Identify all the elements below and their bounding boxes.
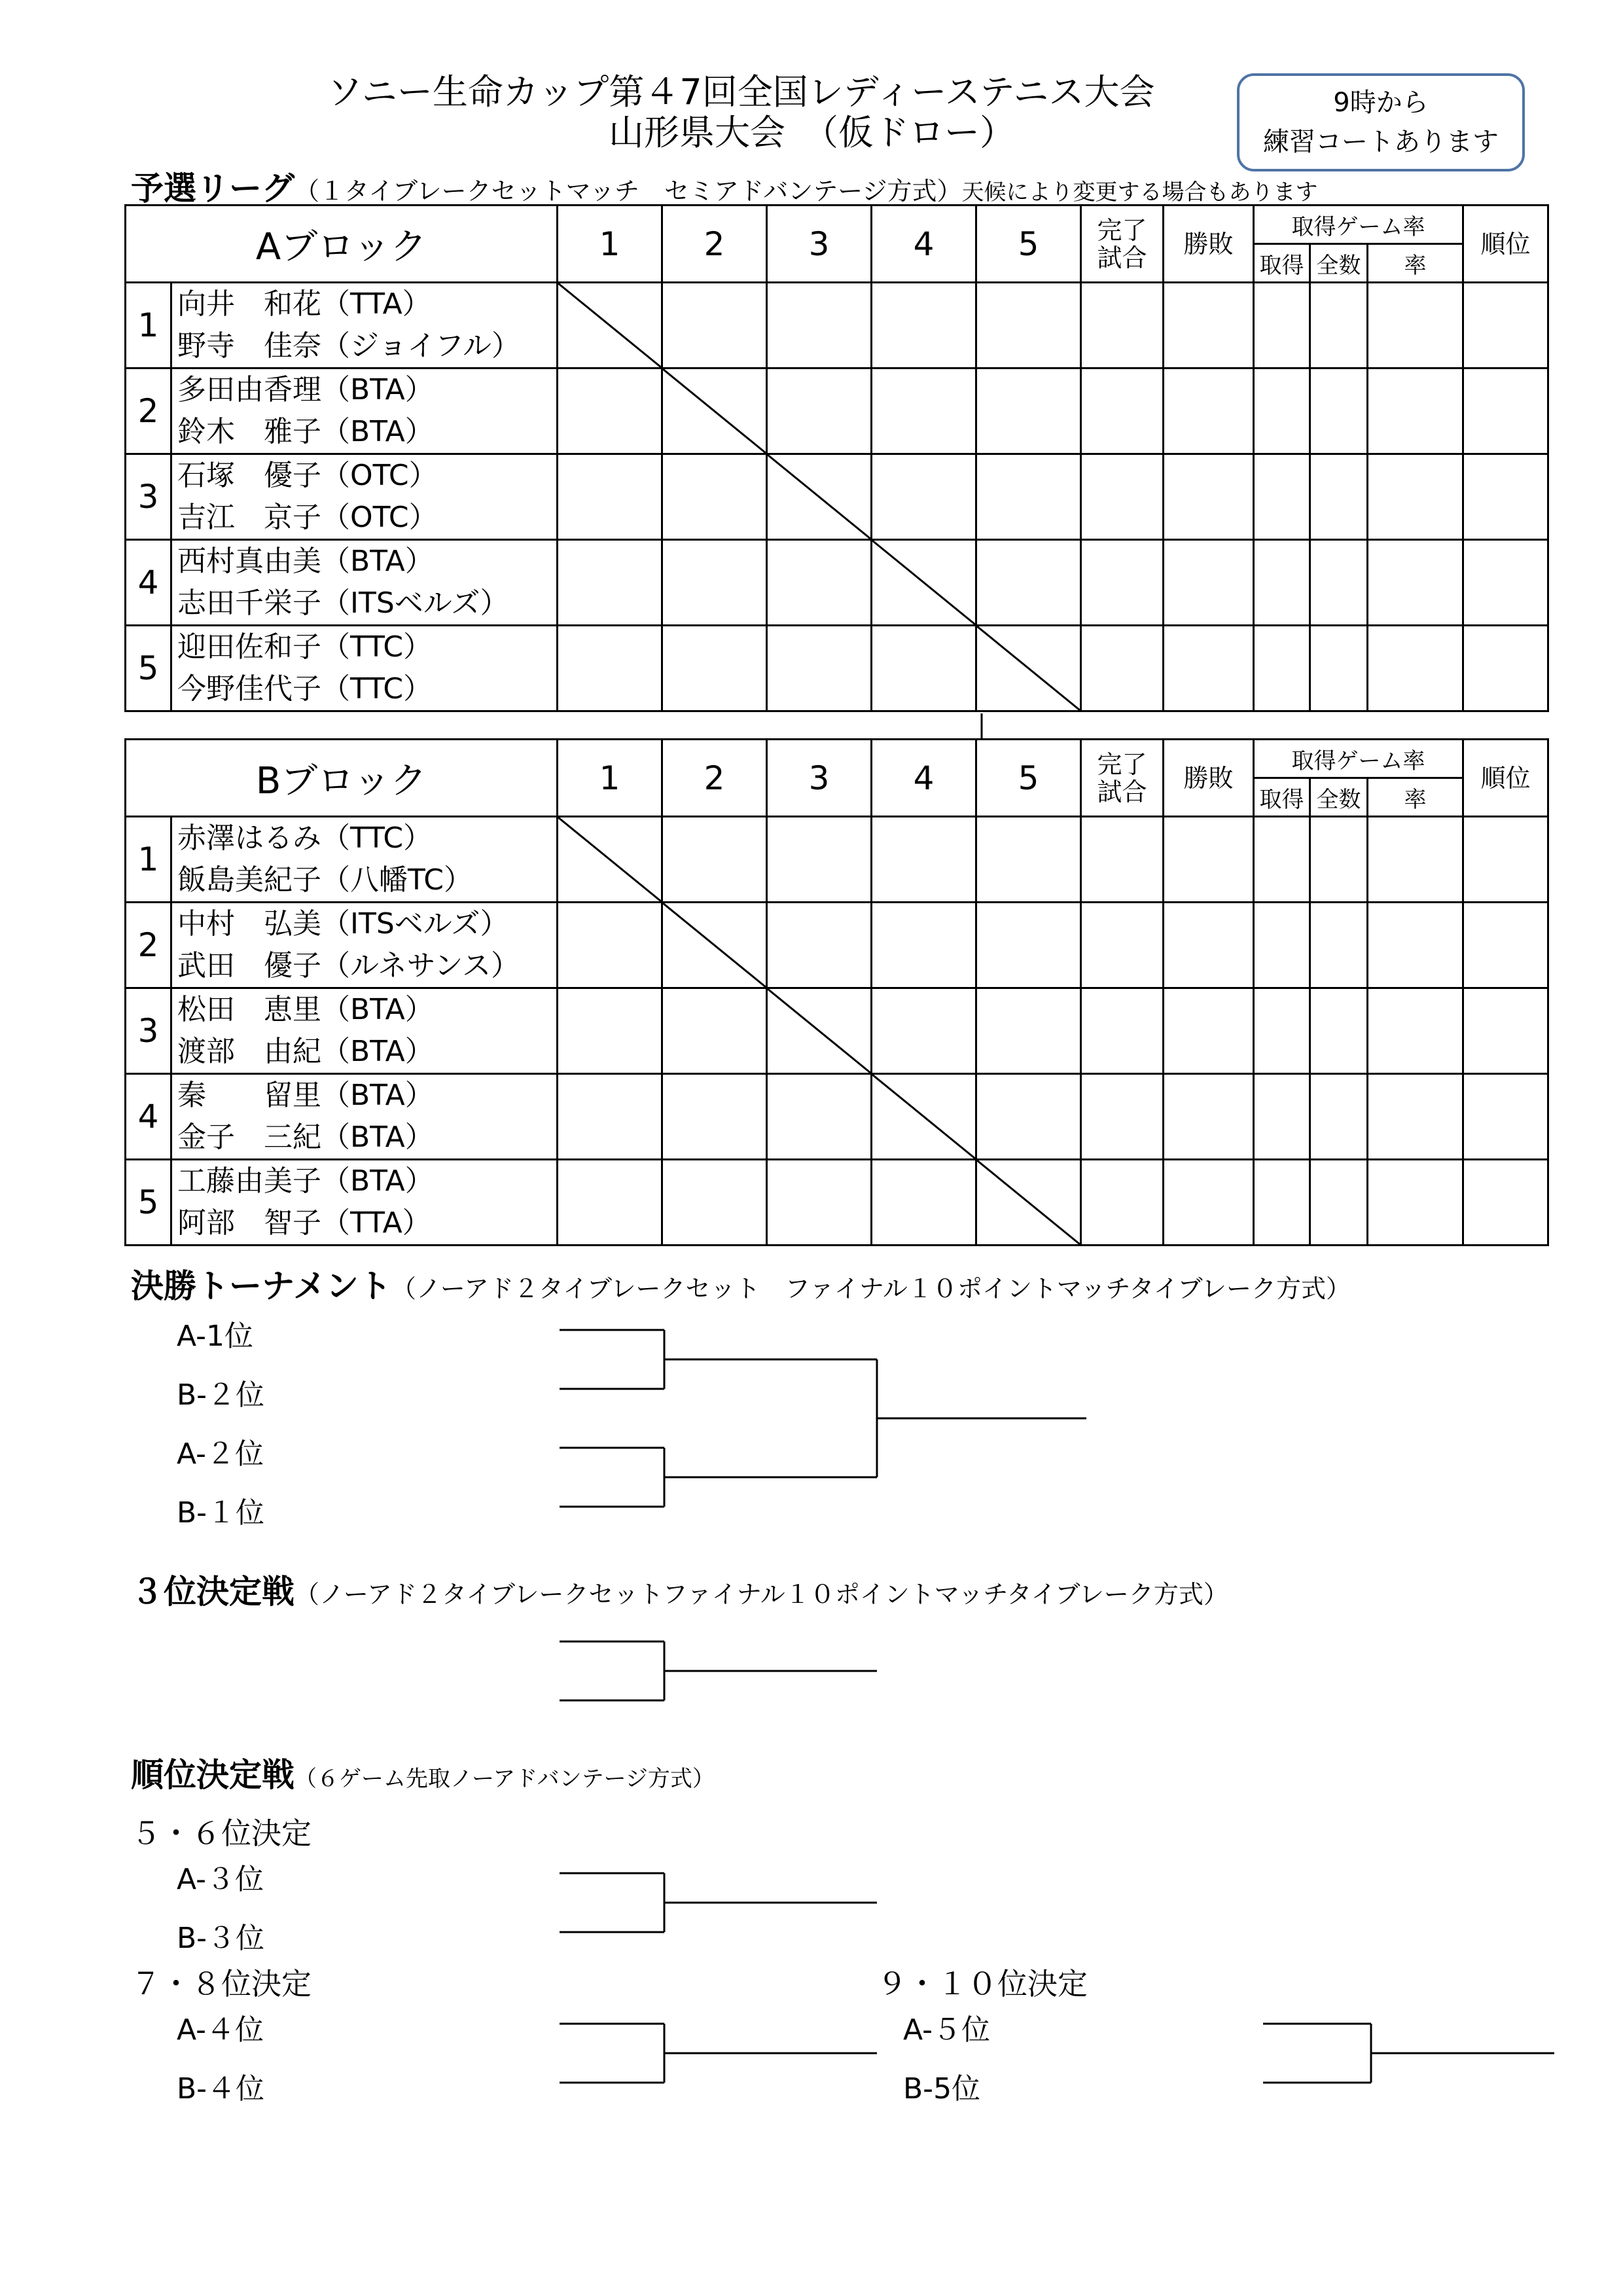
completed-line-1: 完了 (1097, 749, 1147, 779)
player-1: 向井 和花（TTA） (177, 287, 431, 321)
won-col: 取得 (1254, 244, 1310, 283)
block-name: Aブロック (126, 206, 558, 283)
final-slot-3: A-２位 (177, 1437, 264, 1471)
total-col: 全数 (1310, 778, 1368, 817)
player-2: 金子 三紀（BTA） (177, 1121, 434, 1154)
final-format: （ノーアド２タイブレークセット ファイナル１０ポイントマッチタイブレーク方式） (391, 1274, 1351, 1303)
player-1: 迎田佐和子（TTC） (177, 630, 433, 664)
title-line-2: 山形県大会 （仮ドロー） (609, 112, 1015, 153)
placement-910-slot-2: B-5位 (903, 2072, 981, 2106)
placement-56-label: ５・６位決定 (131, 1816, 312, 1851)
opponent-col-4: 4 (872, 740, 976, 817)
player-2: 鈴木 雅子（BTA） (177, 415, 434, 448)
third-heading (131, 1566, 1228, 1613)
player-2: 野寺 佳奈（ジョイフル） (177, 329, 521, 363)
game-ratio-col: 取得ゲーム率 (1254, 740, 1463, 778)
notice-line-1: 9時から (1333, 88, 1429, 118)
player-1: 中村 弘美（ITSベルズ） (177, 907, 509, 941)
player-2: 飯島美紀子（八幡TC） (177, 863, 473, 897)
final-slot-1: A-1位 (177, 1319, 254, 1353)
opponent-col-2: 2 (662, 740, 767, 817)
completed-line-2: 試合 (1097, 777, 1147, 806)
row-number: 2 (126, 903, 171, 988)
opponent-col-3: 3 (767, 740, 872, 817)
row-number: 3 (126, 454, 171, 540)
opponent-col-3: 3 (767, 206, 872, 283)
player-2: 吉江 京子（OTC） (177, 501, 438, 534)
player-2: 阿部 智子（TTA） (177, 1206, 431, 1240)
player-2: 渡部 由紀（BTA） (177, 1035, 434, 1068)
ratio-col: 率 (1368, 778, 1463, 817)
row-number: 5 (126, 1160, 171, 1246)
player-2: 今野佳代子（TTC） (177, 672, 433, 706)
block-name: Bブロック (126, 740, 558, 817)
rank-col: 順位 (1463, 206, 1548, 283)
placement-format: （６ゲーム先取ノーアドバンテージ方式） (294, 1766, 715, 1792)
opponent-col-5: 5 (976, 206, 1081, 283)
completed-line-1: 完了 (1097, 215, 1147, 245)
total-col: 全数 (1310, 244, 1368, 283)
row-number: 3 (126, 988, 171, 1074)
row-number: 4 (126, 1074, 171, 1160)
player-1: 石塚 優子（OTC） (177, 459, 438, 492)
league-title: 予選リーグ (131, 170, 294, 207)
player-1: 多田由香理（BTA） (177, 373, 434, 406)
player-1: 松田 恵里（BTA） (177, 993, 434, 1026)
notice-line-2: 練習コートあります (1263, 127, 1499, 157)
placement-56-slot-2: B-３位 (177, 1922, 265, 1955)
player-2: 志田千栄子（ITSベルズ） (177, 586, 509, 620)
opponent-col-1: 1 (558, 206, 662, 283)
final-slot-4: B-１位 (177, 1496, 265, 1530)
winloss-col: 勝敗 (1164, 740, 1254, 817)
league-format: （１タイブレークセットマッチ セミアドバンテージ方式） (294, 177, 962, 206)
placement-title: 順位決定戦 (131, 1756, 294, 1794)
final-title: 決勝トーナメント (131, 1267, 391, 1305)
placement-78-slot-2: B-４位 (177, 2072, 265, 2106)
player-1: 工藤由美子（BTA） (177, 1164, 434, 1198)
opponent-col-2: 2 (662, 206, 767, 283)
third-format: （ノーアド２タイブレークセットファイナル１０ポイントマッチタイブレーク方式） (294, 1580, 1228, 1609)
placement-910-label: ９・１０位決定 (877, 1966, 1088, 2001)
final-slot-2: B-２位 (177, 1378, 265, 1412)
player-1: 赤澤はるみ（TTC） (177, 821, 433, 855)
third-title: ３位決定戦 (131, 1573, 294, 1611)
league-note: 天候により変更する場合もあります (961, 179, 1318, 206)
rank-col: 順位 (1463, 740, 1548, 817)
player-2: 武田 優子（ルネサンス） (177, 949, 520, 982)
placement-heading (131, 1749, 715, 1796)
row-number: 4 (126, 540, 171, 626)
placement-910-slot-1: A-５位 (903, 2013, 991, 2047)
row-number: 1 (126, 283, 171, 368)
title-line-1: ソニー生命カップ第４7回全国レディーステニス大会 (327, 71, 1155, 113)
placement-56-slot-1: A-３位 (177, 1863, 264, 1896)
row-number: 2 (126, 368, 171, 454)
opponent-col-5: 5 (976, 740, 1081, 817)
row-number: 5 (126, 626, 171, 711)
game-ratio-col: 取得ゲーム率 (1254, 206, 1463, 244)
final-heading (131, 1260, 1351, 1307)
ratio-col: 率 (1368, 244, 1463, 283)
opponent-col-4: 4 (872, 206, 976, 283)
placement-78-label: ７・８位決定 (131, 1966, 312, 2001)
placement-78-slot-1: A-４位 (177, 2013, 264, 2047)
player-1: 秦 留里（BTA） (177, 1079, 434, 1112)
player-1: 西村真由美（BTA） (177, 545, 434, 578)
row-number: 1 (126, 817, 171, 903)
opponent-col-1: 1 (558, 740, 662, 817)
winloss-col: 勝敗 (1164, 206, 1254, 283)
won-col: 取得 (1254, 778, 1310, 817)
completed-line-2: 試合 (1097, 243, 1147, 272)
